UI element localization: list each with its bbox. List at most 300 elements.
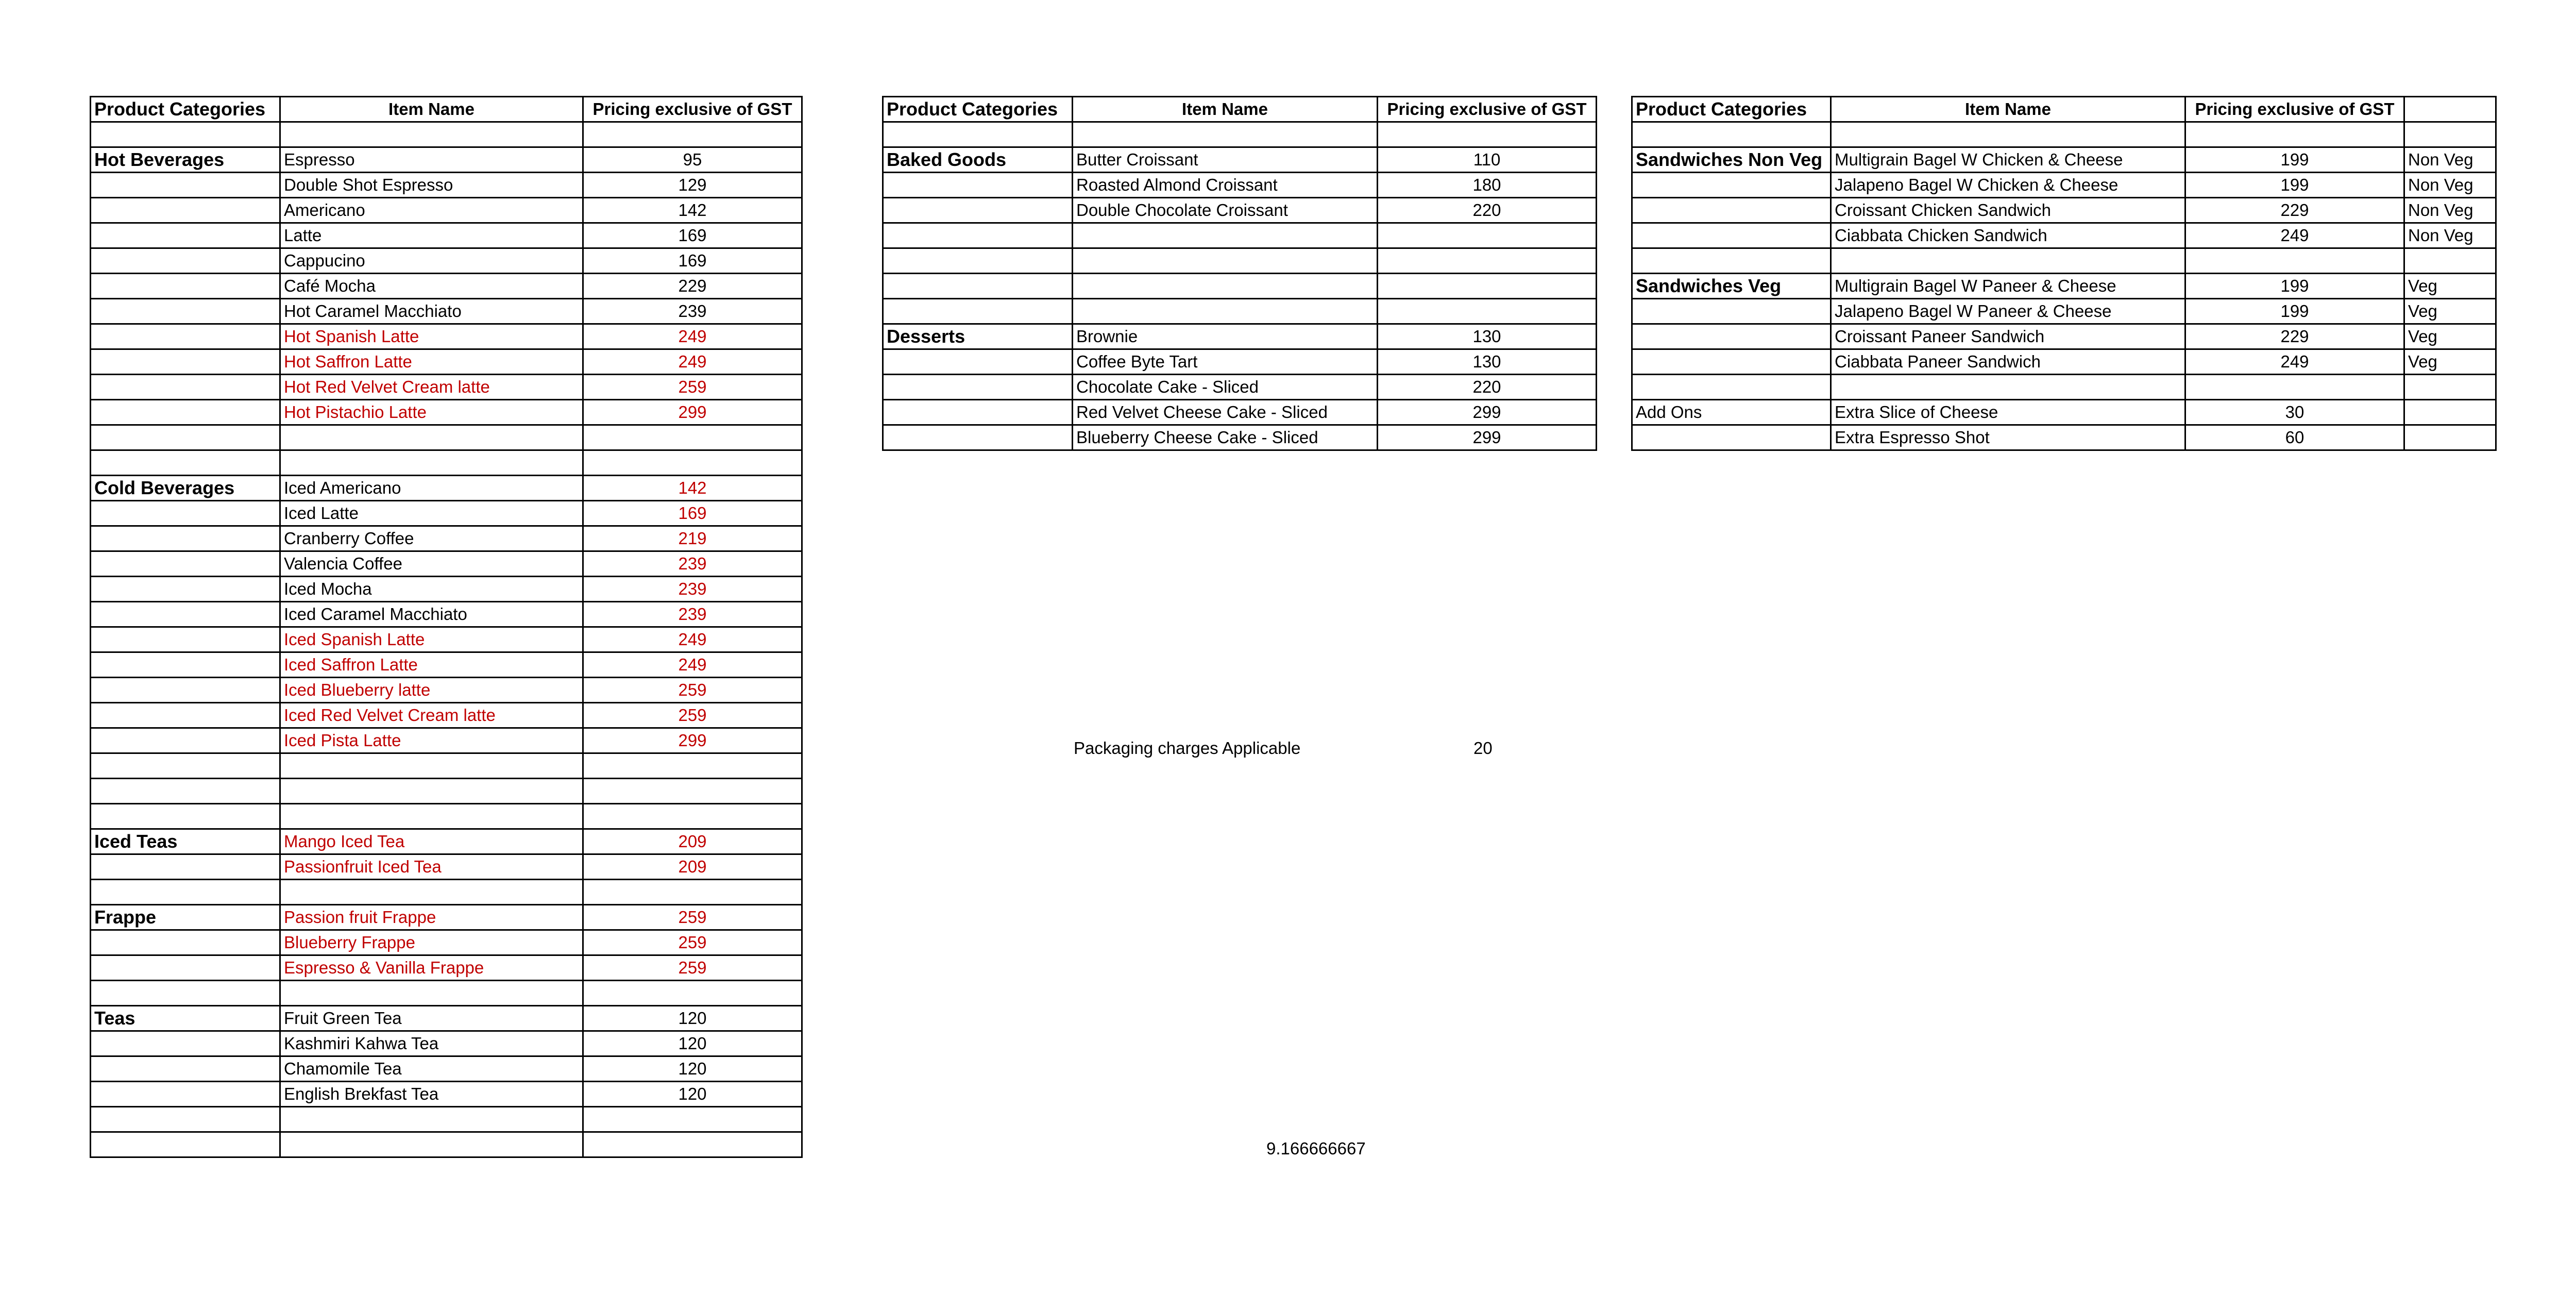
category-cell xyxy=(91,804,280,829)
table-row xyxy=(91,930,802,955)
table-row xyxy=(1632,173,2496,198)
category-cell: Sandwiches Non Veg xyxy=(1632,147,1831,173)
item-name-cell: Red Velvet Cheese Cake - Sliced xyxy=(1073,400,1378,425)
table-row xyxy=(91,299,802,324)
diet-type-cell xyxy=(2404,248,2496,274)
price-cell xyxy=(2185,122,2404,147)
diet-type-cell xyxy=(2404,375,2496,400)
price-cell: 259 xyxy=(583,678,802,703)
empty-row xyxy=(91,779,802,804)
category-cell xyxy=(1632,349,1831,375)
category-cell xyxy=(91,299,280,324)
item-name-cell xyxy=(1831,248,2185,274)
empty-row xyxy=(91,981,802,1006)
price-cell: 130 xyxy=(1378,349,1597,375)
category-cell: Hot Beverages xyxy=(91,147,280,173)
category-cell xyxy=(1632,248,1831,274)
sandwiches-table xyxy=(1631,96,2497,451)
item-name-cell: Roasted Almond Croissant xyxy=(1073,173,1378,198)
category-cell xyxy=(91,1132,280,1157)
item-name-cell xyxy=(1073,274,1378,299)
price-cell: 249 xyxy=(583,324,802,349)
category-cell xyxy=(883,248,1073,274)
diet-type-cell: Veg xyxy=(2404,349,2496,375)
diet-type-cell xyxy=(2404,425,2496,450)
price-cell: 259 xyxy=(583,905,802,930)
item-name-cell xyxy=(280,779,583,804)
table-row xyxy=(91,173,802,198)
price-cell: 299 xyxy=(1378,425,1597,450)
price-cell: 120 xyxy=(583,1056,802,1082)
item-name-cell: Iced Mocha xyxy=(280,577,583,602)
price-cell xyxy=(583,425,802,450)
empty-row xyxy=(1632,248,2496,274)
item-name-cell xyxy=(1831,122,2185,147)
table-row xyxy=(883,425,1597,450)
category-cell xyxy=(883,425,1073,450)
table-row xyxy=(883,198,1597,223)
category-cell xyxy=(91,248,280,274)
category-cell xyxy=(883,400,1073,425)
item-name-cell: Kashmiri Kahwa Tea xyxy=(280,1031,583,1056)
item-name-cell: Espresso & Vanilla Frappe xyxy=(280,955,583,981)
category-cell xyxy=(91,173,280,198)
table-row xyxy=(91,905,802,930)
table-row xyxy=(91,1006,802,1031)
category-cell: Sandwiches Veg xyxy=(1632,274,1831,299)
table-row xyxy=(91,324,802,349)
header-product-categories: Product Categories xyxy=(91,97,280,122)
table-row xyxy=(1632,324,2496,349)
category-cell xyxy=(91,122,280,147)
table-row xyxy=(91,223,802,248)
category-cell xyxy=(91,627,280,652)
price-cell xyxy=(2185,375,2404,400)
price-cell xyxy=(1378,122,1597,147)
category-cell: Iced Teas xyxy=(91,829,280,854)
item-name-cell: Iced Spanish Latte xyxy=(280,627,583,652)
empty-row xyxy=(1632,375,2496,400)
item-name-cell: Chamomile Tea xyxy=(280,1056,583,1082)
header-product-categories: Product Categories xyxy=(883,97,1073,122)
price-cell: 142 xyxy=(583,198,802,223)
item-name-cell: Valencia Coffee xyxy=(280,551,583,577)
empty-row xyxy=(883,274,1597,299)
item-name-cell: Fruit Green Tea xyxy=(280,1006,583,1031)
diet-type-cell: Veg xyxy=(2404,299,2496,324)
price-cell: 249 xyxy=(583,349,802,375)
diet-type-cell xyxy=(2404,400,2496,425)
table-row xyxy=(91,501,802,526)
table-row xyxy=(1632,198,2496,223)
item-name-cell xyxy=(280,981,583,1006)
item-name-cell: Butter Croissant xyxy=(1073,147,1378,173)
category-cell xyxy=(91,349,280,375)
category-cell xyxy=(1632,173,1831,198)
empty-row xyxy=(91,425,802,450)
price-cell: 199 xyxy=(2185,173,2404,198)
price-cell xyxy=(583,804,802,829)
header-type xyxy=(2404,97,2496,122)
price-cell xyxy=(583,753,802,779)
item-name-cell: Ciabbata Paneer Sandwich xyxy=(1831,349,2185,375)
item-name-cell: Iced Pista Latte xyxy=(280,728,583,753)
item-name-cell: Double Chocolate Croissant xyxy=(1073,198,1378,223)
empty-row xyxy=(91,1132,802,1157)
empty-row xyxy=(91,122,802,147)
price-cell: 239 xyxy=(583,602,802,627)
item-name-cell: Cranberry Coffee xyxy=(280,526,583,551)
item-name-cell: Double Shot Espresso xyxy=(280,173,583,198)
price-cell: 259 xyxy=(583,375,802,400)
price-cell xyxy=(583,981,802,1006)
price-cell: 169 xyxy=(583,501,802,526)
table-row xyxy=(91,1056,802,1082)
price-cell: 199 xyxy=(2185,274,2404,299)
category-cell xyxy=(91,854,280,880)
table-row xyxy=(91,602,802,627)
category-cell: Desserts xyxy=(883,324,1073,349)
empty-row xyxy=(91,1107,802,1132)
category-cell xyxy=(91,981,280,1006)
category-cell xyxy=(883,198,1073,223)
table-row xyxy=(91,349,802,375)
table-row xyxy=(91,955,802,981)
category-cell xyxy=(883,173,1073,198)
price-cell: 259 xyxy=(583,703,802,728)
header-row xyxy=(1632,97,2496,122)
category-cell: Baked Goods xyxy=(883,147,1073,173)
category-cell xyxy=(91,930,280,955)
category-cell xyxy=(91,1031,280,1056)
category-cell xyxy=(91,223,280,248)
category-cell xyxy=(91,375,280,400)
price-cell: 259 xyxy=(583,930,802,955)
item-name-cell: Multigrain Bagel W Paneer & Cheese xyxy=(1831,274,2185,299)
category-cell xyxy=(91,703,280,728)
price-cell xyxy=(1378,299,1597,324)
category-cell xyxy=(883,299,1073,324)
table-row xyxy=(91,476,802,501)
category-cell xyxy=(91,400,280,425)
price-cell: 239 xyxy=(583,299,802,324)
table-row xyxy=(91,678,802,703)
price-cell xyxy=(583,880,802,905)
item-name-cell: Passion fruit Frappe xyxy=(280,905,583,930)
category-cell xyxy=(91,728,280,753)
price-cell: 259 xyxy=(583,955,802,981)
table-row xyxy=(883,324,1597,349)
table-row xyxy=(1632,349,2496,375)
price-cell xyxy=(583,1132,802,1157)
header-pricing: Pricing exclusive of GST xyxy=(1378,97,1597,122)
category-cell xyxy=(91,198,280,223)
price-cell xyxy=(1378,223,1597,248)
item-name-cell: Iced Latte xyxy=(280,501,583,526)
item-name-cell xyxy=(280,1107,583,1132)
diet-type-cell: Veg xyxy=(2404,274,2496,299)
table-row xyxy=(91,577,802,602)
category-cell xyxy=(1632,223,1831,248)
item-name-cell xyxy=(1073,299,1378,324)
category-cell xyxy=(91,1082,280,1107)
category-cell xyxy=(91,425,280,450)
diet-type-cell: Veg xyxy=(2404,324,2496,349)
price-cell: 30 xyxy=(2185,400,2404,425)
price-cell: 239 xyxy=(583,577,802,602)
empty-row xyxy=(883,223,1597,248)
price-cell: 229 xyxy=(2185,324,2404,349)
diet-type-cell: Non Veg xyxy=(2404,198,2496,223)
category-cell xyxy=(1632,122,1831,147)
category-cell xyxy=(91,577,280,602)
category-cell xyxy=(1632,324,1831,349)
table-row xyxy=(91,551,802,577)
price-cell: 249 xyxy=(583,627,802,652)
category-cell xyxy=(91,753,280,779)
empty-row xyxy=(883,122,1597,147)
category-cell xyxy=(883,349,1073,375)
price-cell: 299 xyxy=(583,728,802,753)
item-name-cell xyxy=(280,425,583,450)
price-cell: 220 xyxy=(1378,375,1597,400)
category-cell xyxy=(91,324,280,349)
category-cell xyxy=(1632,425,1831,450)
header-product-categories: Product Categories xyxy=(1632,97,1831,122)
price-cell xyxy=(583,122,802,147)
item-name-cell: English Brekfast Tea xyxy=(280,1082,583,1107)
sandwiches-table-body xyxy=(1632,122,2496,450)
item-name-cell: Coffee Byte Tart xyxy=(1073,349,1378,375)
category-cell xyxy=(91,880,280,905)
price-cell: 209 xyxy=(583,854,802,880)
category-cell xyxy=(91,955,280,981)
table-row xyxy=(883,349,1597,375)
table-row xyxy=(91,400,802,425)
price-cell: 120 xyxy=(583,1082,802,1107)
price-cell: 209 xyxy=(583,829,802,854)
header-row xyxy=(883,97,1597,122)
price-cell: 299 xyxy=(1378,400,1597,425)
table-row xyxy=(91,248,802,274)
category-cell: Add Ons xyxy=(1632,400,1831,425)
table-row xyxy=(91,829,802,854)
item-name-cell: Hot Red Velvet Cream latte xyxy=(280,375,583,400)
price-cell xyxy=(2185,248,2404,274)
table-row xyxy=(91,526,802,551)
price-cell xyxy=(583,450,802,476)
category-cell xyxy=(1632,198,1831,223)
beverages-table xyxy=(90,96,803,1158)
table-row xyxy=(91,375,802,400)
table-row xyxy=(883,147,1597,173)
category-cell xyxy=(91,1107,280,1132)
table-row xyxy=(91,854,802,880)
category-cell xyxy=(91,551,280,577)
header-item-name: Item Name xyxy=(1073,97,1378,122)
item-name-cell: Hot Pistachio Latte xyxy=(280,400,583,425)
category-cell xyxy=(883,274,1073,299)
header-row xyxy=(91,97,802,122)
item-name-cell xyxy=(1831,375,2185,400)
item-name-cell xyxy=(280,450,583,476)
item-name-cell xyxy=(1073,248,1378,274)
category-cell xyxy=(1632,375,1831,400)
category-cell xyxy=(91,678,280,703)
price-cell: 130 xyxy=(1378,324,1597,349)
price-cell xyxy=(1378,248,1597,274)
category-cell xyxy=(91,274,280,299)
item-name-cell: Hot Caramel Macchiato xyxy=(280,299,583,324)
table-row xyxy=(91,703,802,728)
table-row xyxy=(91,274,802,299)
price-cell: 229 xyxy=(2185,198,2404,223)
table-row xyxy=(883,173,1597,198)
price-cell: 60 xyxy=(2185,425,2404,450)
item-name-cell: Iced Saffron Latte xyxy=(280,652,583,678)
price-cell: 229 xyxy=(583,274,802,299)
bakery-table xyxy=(882,96,1597,451)
price-cell: 110 xyxy=(1378,147,1597,173)
header-pricing: Pricing exclusive of GST xyxy=(2185,97,2404,122)
header-pricing: Pricing exclusive of GST xyxy=(583,97,802,122)
bakery-table-body xyxy=(883,122,1597,450)
category-cell xyxy=(91,450,280,476)
item-name-cell: Extra Espresso Shot xyxy=(1831,425,2185,450)
category-cell xyxy=(91,652,280,678)
item-name-cell xyxy=(1073,122,1378,147)
header-item-name: Item Name xyxy=(1831,97,2185,122)
beverages-table-body xyxy=(91,122,802,1157)
empty-row xyxy=(883,299,1597,324)
item-name-cell: Café Mocha xyxy=(280,274,583,299)
item-name-cell: Iced Americano xyxy=(280,476,583,501)
diet-type-cell: Non Veg xyxy=(2404,147,2496,173)
price-cell: 142 xyxy=(583,476,802,501)
price-cell: 220 xyxy=(1378,198,1597,223)
stray-cell-value: 9.166666667 xyxy=(1266,1139,1366,1158)
price-cell xyxy=(1378,274,1597,299)
item-name-cell: Passionfruit Iced Tea xyxy=(280,854,583,880)
packaging-charges-label: Packaging charges Applicable xyxy=(1074,738,1301,758)
item-name-cell: Iced Caramel Macchiato xyxy=(280,602,583,627)
item-name-cell xyxy=(1073,223,1378,248)
empty-row xyxy=(91,753,802,779)
item-name-cell: Espresso xyxy=(280,147,583,173)
table-row xyxy=(91,652,802,678)
item-name-cell xyxy=(280,122,583,147)
empty-row xyxy=(91,880,802,905)
table-row xyxy=(1632,299,2496,324)
item-name-cell: Blueberry Frappe xyxy=(280,930,583,955)
price-cell: 249 xyxy=(583,652,802,678)
category-cell xyxy=(91,1056,280,1082)
diet-type-cell: Non Veg xyxy=(2404,223,2496,248)
category-cell xyxy=(91,526,280,551)
item-name-cell: Iced Blueberry latte xyxy=(280,678,583,703)
empty-row xyxy=(91,804,802,829)
price-cell: 169 xyxy=(583,223,802,248)
item-name-cell: Chocolate Cake - Sliced xyxy=(1073,375,1378,400)
table-row xyxy=(91,728,802,753)
price-cell: 249 xyxy=(2185,223,2404,248)
price-cell: 299 xyxy=(583,400,802,425)
table-row xyxy=(1632,223,2496,248)
item-name-cell: Jalapeno Bagel W Chicken & Cheese xyxy=(1831,173,2185,198)
item-name-cell: Croissant Chicken Sandwich xyxy=(1831,198,2185,223)
table-row xyxy=(1632,274,2496,299)
price-cell: 129 xyxy=(583,173,802,198)
item-name-cell: Brownie xyxy=(1073,324,1378,349)
item-name-cell: Cappucino xyxy=(280,248,583,274)
category-cell: Teas xyxy=(91,1006,280,1031)
category-cell xyxy=(91,501,280,526)
item-name-cell: Multigrain Bagel W Chicken & Cheese xyxy=(1831,147,2185,173)
price-cell: 180 xyxy=(1378,173,1597,198)
item-name-cell: Extra Slice of Cheese xyxy=(1831,400,2185,425)
table-row xyxy=(1632,425,2496,450)
price-cell: 249 xyxy=(2185,349,2404,375)
table-row xyxy=(883,400,1597,425)
category-cell xyxy=(91,779,280,804)
category-cell xyxy=(883,223,1073,248)
price-cell: 239 xyxy=(583,551,802,577)
diet-type-cell: Non Veg xyxy=(2404,173,2496,198)
table-row xyxy=(91,1082,802,1107)
category-cell: Cold Beverages xyxy=(91,476,280,501)
header-item-name: Item Name xyxy=(280,97,583,122)
item-name-cell: Americano xyxy=(280,198,583,223)
item-name-cell xyxy=(280,804,583,829)
table-row xyxy=(883,375,1597,400)
item-name-cell: Ciabbata Chicken Sandwich xyxy=(1831,223,2185,248)
category-cell xyxy=(91,602,280,627)
category-cell xyxy=(1632,299,1831,324)
table-row xyxy=(91,147,802,173)
empty-row xyxy=(883,248,1597,274)
item-name-cell xyxy=(280,753,583,779)
table-row xyxy=(91,1031,802,1056)
price-cell: 219 xyxy=(583,526,802,551)
item-name-cell xyxy=(280,1132,583,1157)
empty-row xyxy=(91,450,802,476)
item-name-cell: Hot Spanish Latte xyxy=(280,324,583,349)
category-cell xyxy=(883,375,1073,400)
table-row xyxy=(91,198,802,223)
price-cell: 199 xyxy=(2185,299,2404,324)
price-cell: 95 xyxy=(583,147,802,173)
item-name-cell: Blueberry Cheese Cake - Sliced xyxy=(1073,425,1378,450)
item-name-cell: Hot Saffron Latte xyxy=(280,349,583,375)
price-cell: 120 xyxy=(583,1006,802,1031)
category-cell xyxy=(883,122,1073,147)
item-name-cell: Jalapeno Bagel W Paneer & Cheese xyxy=(1831,299,2185,324)
price-cell: 120 xyxy=(583,1031,802,1056)
price-cell: 169 xyxy=(583,248,802,274)
table-row xyxy=(1632,147,2496,173)
price-cell xyxy=(583,1107,802,1132)
item-name-cell: Mango Iced Tea xyxy=(280,829,583,854)
item-name-cell: Croissant Paneer Sandwich xyxy=(1831,324,2185,349)
category-cell: Frappe xyxy=(91,905,280,930)
packaging-charges-value: 20 xyxy=(1473,738,1493,758)
item-name-cell: Iced Red Velvet Cream latte xyxy=(280,703,583,728)
table-row xyxy=(1632,400,2496,425)
price-cell xyxy=(583,779,802,804)
diet-type-cell xyxy=(2404,122,2496,147)
empty-row xyxy=(1632,122,2496,147)
item-name-cell xyxy=(280,880,583,905)
